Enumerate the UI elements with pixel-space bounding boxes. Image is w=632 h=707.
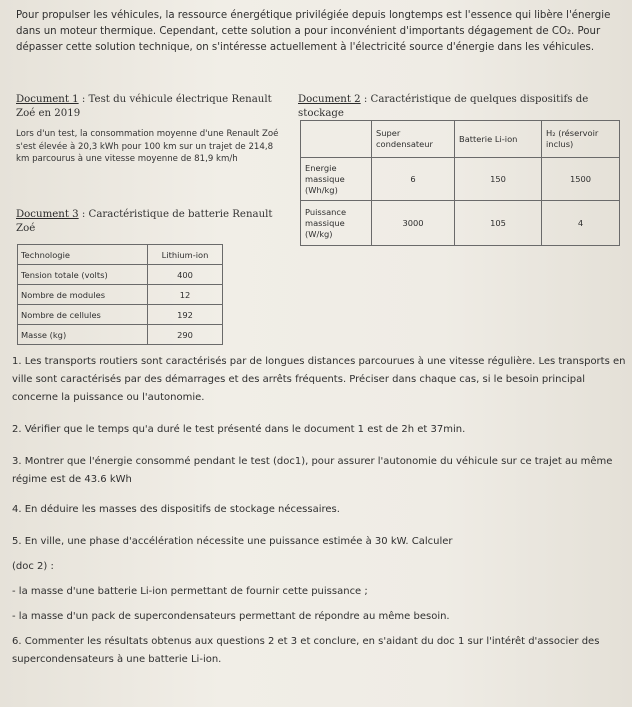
doc2-col-header: H₂ (réservoir inclus) <box>542 121 620 158</box>
doc3-table <box>17 244 223 345</box>
doc3-row-value: 400 <box>148 265 223 285</box>
doc3-row-value: Lithium-ion <box>148 245 223 265</box>
doc2-cell: 150 <box>455 158 542 201</box>
table-row <box>18 265 223 285</box>
doc2-cell: 105 <box>455 201 542 246</box>
question-5: 5. En ville, une phase d'accélération nécessite une puissance estimée à 30 kW. Calculer <box>12 536 453 547</box>
doc2-cell: 1500 <box>542 158 620 201</box>
question-5-doc-ref: (doc 2) : <box>12 561 54 572</box>
doc3-label: Document 3 <box>16 209 79 220</box>
question-6: 6. Commenter les résultats obtenus aux questions 2 et 3 et conclure, en s'aidant du doc 1 sur l'intérêt d'associer des supercondensateurs à une batterie Li-ion. <box>12 636 600 665</box>
doc2-table <box>300 120 620 246</box>
doc1-heading <box>16 93 288 121</box>
doc3-row-label: Nombre de cellules <box>18 305 148 325</box>
doc2-col-header <box>301 121 372 158</box>
doc1-label: Document 1 <box>16 94 79 105</box>
doc3-row-value: 192 <box>148 305 223 325</box>
doc2-cell: 6 <box>372 158 455 201</box>
doc3-title: : Caractéristique de batterie Renault Zoé <box>16 209 273 234</box>
question-4: 4. En déduire les masses des dispositifs de stockage nécessaires. <box>12 504 340 515</box>
doc1-text: Lors d'un test, la consommation moyenne d'une Renault Zoé s'est élevée à 20,3 kWh pour 100 km sur un trajet de 214,8 km parcourus à une vitesse moyenne de 81,9 km/h <box>16 129 279 164</box>
table-header-row <box>301 121 620 158</box>
question-5b: - la masse d'un pack de supercondensateurs permettant de répondre au même besoin. <box>12 611 450 622</box>
question-1: 1. Les transports routiers sont caractérisés par de longues distances parcourues à une vitesse régulière. Les transports en ville sont caractérisés par des démarrages et des arrêts fréquents. Préciser dans chaque cas, si le besoin principal concerne la puissance ou l'autonomie. <box>12 356 626 403</box>
doc2-heading <box>298 93 623 121</box>
doc3-heading <box>16 208 286 236</box>
table-row <box>18 325 223 345</box>
question-3: 3. Montrer que l'énergie consommé pendant le test (doc1), pour assurer l'autonomie du véhicule sur ce trajet au même régime est de 43.6 kWh <box>12 456 613 485</box>
doc2-col-header: Super condensateur <box>372 121 455 158</box>
question-5a: - la masse d'une batterie Li-ion permettant de fournir cette puissance ; <box>12 586 368 597</box>
doc3-row-value: 290 <box>148 325 223 345</box>
question-2: 2. Vérifier que le temps qu'a duré le test présenté dans le document 1 est de 2h et 37min. <box>12 424 466 435</box>
doc2-cell: 3000 <box>372 201 455 246</box>
doc1-title: : Test du véhicule électrique Renault Zoé en 2019 <box>16 94 272 119</box>
doc2-row-label: Puissance massique (W/kg) <box>301 201 372 246</box>
table-row <box>301 201 620 246</box>
doc3-row-label: Masse (kg) <box>18 325 148 345</box>
table-row <box>301 158 620 201</box>
table-row <box>18 245 223 265</box>
table-row <box>18 305 223 325</box>
doc3-row-label: Tension totale (volts) <box>18 265 148 285</box>
doc2-cell: 4 <box>542 201 620 246</box>
doc2-label: Document 2 <box>298 94 361 105</box>
doc3-row-value: 12 <box>148 285 223 305</box>
doc2-col-header: Batterie Li-ion <box>455 121 542 158</box>
table-row <box>18 285 223 305</box>
doc3-row-label: Nombre de modules <box>18 285 148 305</box>
intro-paragraph: Pour propulser les véhicules, la ressource énergétique privilégiée depuis longtemps est l'essence qui libère l'énergie dans un moteur thermique. Cependant, cette solution a pour inconvénient d'importants dégagement de CO₂. Pour dépasser cette solution technique, on s'intéresse actuellement à l'électricité source d'énergie dans les véhicules. <box>16 10 611 53</box>
doc3-row-label: Technologie <box>18 245 148 265</box>
doc2-row-label: Energie massique (Wh/kg) <box>301 158 372 201</box>
doc2-title: : Caractéristique de quelques dispositifs de stockage <box>298 94 589 119</box>
